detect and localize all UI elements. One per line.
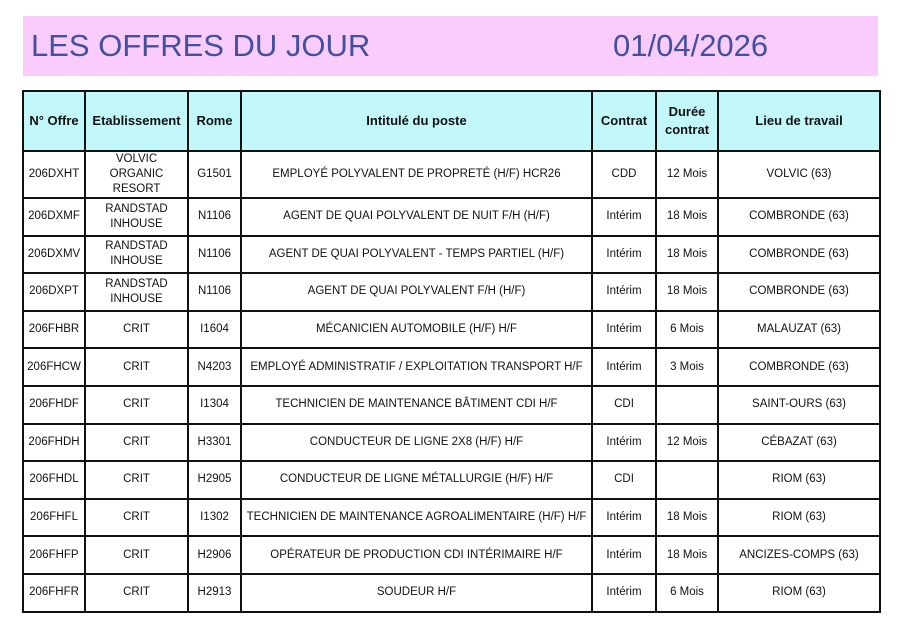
table-row [23, 348, 880, 386]
cell-duree: 12 Mois [656, 151, 718, 198]
cell-contrat: CDD [592, 151, 656, 198]
table-header-row [23, 91, 880, 151]
table-row [23, 536, 880, 574]
cell-etablissement-line1: CRIT [123, 323, 150, 336]
cell-etablissement [85, 151, 188, 198]
cell-lieu: COMBRONDE (63) [718, 198, 880, 236]
cell-intitule: TECHNICIEN DE MAINTENANCE AGROALIMENTAIRE (H/F) H/F [241, 499, 592, 537]
table-row [23, 386, 880, 424]
cell-rome: G1501 [188, 151, 241, 198]
cell-etablissement [85, 198, 188, 236]
cell-intitule: OPÉRATEUR DE PRODUCTION CDI INTÉRIMAIRE H/F [241, 536, 592, 574]
cell-etablissement-line1: CRIT [123, 511, 150, 524]
cell-etablissement-line1: CRIT [123, 473, 150, 486]
cell-etablissement-line2: INHOUSE [110, 255, 163, 268]
cell-etablissement [85, 424, 188, 462]
cell-contrat: Intérim [592, 424, 656, 462]
cell-etablissement-line1: RANDSTAD [105, 277, 168, 290]
cell-etablissement [85, 311, 188, 349]
cell-intitule: AGENT DE QUAI POLYVALENT DE NUIT F/H (H/F) [241, 198, 592, 236]
cell-etablissement [85, 499, 188, 537]
cell-etablissement [85, 386, 188, 424]
table-row [23, 311, 880, 349]
column-header-contrat: Contrat [592, 91, 656, 151]
cell-intitule: SOUDEUR H/F [241, 574, 592, 612]
cell-duree: 12 Mois [656, 424, 718, 462]
cell-etablissement-line1: RANDSTAD [105, 240, 168, 253]
cell-lieu: COMBRONDE (63) [718, 348, 880, 386]
cell-etablissement [85, 536, 188, 574]
cell-contrat: Intérim [592, 574, 656, 612]
cell-rome: H3301 [188, 424, 241, 462]
column-header-duree-line2: contrat [664, 122, 710, 137]
cell-rome: H2906 [188, 536, 241, 574]
cell-rome: I1304 [188, 386, 241, 424]
cell-intitule: TECHNICIEN DE MAINTENANCE BÂTIMENT CDI H/F [241, 386, 592, 424]
cell-contrat: Intérim [592, 198, 656, 236]
cell-duree: 18 Mois [656, 536, 718, 574]
cell-intitule: EMPLOYÉ ADMINISTRATIF / EXPLOITATION TRANSPORT H/F [241, 348, 592, 386]
cell-lieu: COMBRONDE (63) [718, 273, 880, 311]
cell-intitule: MÉCANICIEN AUTOMOBILE (H/F) H/F [241, 311, 592, 349]
table-row [23, 273, 880, 311]
cell-lieu: RIOM (63) [718, 574, 880, 612]
cell-lieu: MALAUZAT (63) [718, 311, 880, 349]
column-header-rome: Rome [188, 91, 241, 151]
cell-rome: N1106 [188, 236, 241, 274]
cell-rome: N4203 [188, 348, 241, 386]
cell-contrat: CDI [592, 386, 656, 424]
cell-lieu: COMBRONDE (63) [718, 236, 880, 274]
cell-rome: I1604 [188, 311, 241, 349]
cell-duree: 3 Mois [656, 348, 718, 386]
cell-etablissement-line1: CRIT [123, 548, 150, 561]
cell-rome: H2905 [188, 461, 241, 499]
cell-duree: 18 Mois [656, 198, 718, 236]
cell-duree [656, 461, 718, 499]
cell-intitule: CONDUCTEUR DE LIGNE 2X8 (H/F) H/F [241, 424, 592, 462]
cell-intitule: EMPLOYÉ POLYVALENT DE PROPRETÉ (H/F) HCR26 [241, 151, 592, 198]
cell-lieu: RIOM (63) [718, 461, 880, 499]
cell-etablissement-line2: INHOUSE [110, 292, 163, 305]
page-title: LES OFFRES DU JOUR [31, 28, 371, 63]
cell-offre: 206FHFR [23, 574, 85, 612]
cell-etablissement [85, 236, 188, 274]
column-header-duree [656, 91, 718, 151]
cell-etablissement [85, 348, 188, 386]
cell-intitule: AGENT DE QUAI POLYVALENT F/H (H/F) [241, 273, 592, 311]
cell-etablissement-line1: CRIT [123, 360, 150, 373]
cell-offre: 206FHCW [23, 348, 85, 386]
cell-etablissement-line1: RANDSTAD [105, 202, 168, 215]
cell-offre: 206FHDH [23, 424, 85, 462]
column-header-intitule: Intitulé du poste [241, 91, 592, 151]
cell-etablissement [85, 461, 188, 499]
cell-contrat: Intérim [592, 311, 656, 349]
cell-etablissement [85, 273, 188, 311]
cell-offre: 206DXMV [23, 236, 85, 274]
column-header-lieu: Lieu de travail [718, 91, 880, 151]
table-row [23, 499, 880, 537]
cell-etablissement-line1: CRIT [123, 435, 150, 448]
table-row [23, 461, 880, 499]
cell-etablissement-line1: CRIT [123, 586, 150, 599]
cell-lieu: ANCIZES-COMPS (63) [718, 536, 880, 574]
cell-intitule: CONDUCTEUR DE LIGNE MÉTALLURGIE (H/F) H/F [241, 461, 592, 499]
cell-duree [656, 386, 718, 424]
cell-etablissement [85, 574, 188, 612]
table-row [23, 424, 880, 462]
offers-table-body [23, 151, 880, 612]
column-header-duree-line1: Durée [668, 104, 706, 119]
cell-offre: 206FHBR [23, 311, 85, 349]
table-row [23, 574, 880, 612]
cell-contrat: Intérim [592, 273, 656, 311]
cell-etablissement-line2: INHOUSE [110, 217, 163, 230]
table-row [23, 151, 880, 198]
cell-intitule: AGENT DE QUAI POLYVALENT - TEMPS PARTIEL (H/F) [241, 236, 592, 274]
cell-contrat: Intérim [592, 536, 656, 574]
cell-contrat: Intérim [592, 348, 656, 386]
cell-offre: 206FHDF [23, 386, 85, 424]
header-banner [23, 16, 878, 76]
cell-etablissement-line2: RESORT [112, 183, 161, 195]
cell-offre: 206FHFL [23, 499, 85, 537]
cell-duree: 18 Mois [656, 499, 718, 537]
cell-offre: 206FHDL [23, 461, 85, 499]
cell-lieu: RIOM (63) [718, 499, 880, 537]
cell-lieu: VOLVIC (63) [718, 151, 880, 198]
cell-contrat: Intérim [592, 499, 656, 537]
cell-rome: I1302 [188, 499, 241, 537]
cell-duree: 18 Mois [656, 236, 718, 274]
cell-duree: 6 Mois [656, 574, 718, 612]
page-date: 01/04/2026 [613, 28, 769, 63]
cell-offre: 206DXPT [23, 273, 85, 311]
cell-rome: N1106 [188, 273, 241, 311]
cell-duree: 18 Mois [656, 273, 718, 311]
cell-rome: N1106 [188, 198, 241, 236]
cell-contrat: CDI [592, 461, 656, 499]
cell-etablissement-line1: CRIT [123, 398, 150, 411]
cell-offre: 206DXHT [23, 151, 85, 198]
cell-offre: 206FHFP [23, 536, 85, 574]
cell-lieu: SAINT-OURS (63) [718, 386, 880, 424]
cell-rome: H2913 [188, 574, 241, 612]
cell-offre: 206DXMF [23, 198, 85, 236]
column-header-offre: N° Offre [23, 91, 85, 151]
offers-table [22, 90, 881, 613]
table-row [23, 198, 880, 236]
table-row [23, 236, 880, 274]
cell-contrat: Intérim [592, 236, 656, 274]
column-header-etablissement: Etablissement [85, 91, 188, 151]
cell-lieu: CÉBAZAT (63) [718, 424, 880, 462]
cell-etablissement-line1: VOLVIC ORGANIC [109, 153, 164, 180]
cell-duree: 6 Mois [656, 311, 718, 349]
